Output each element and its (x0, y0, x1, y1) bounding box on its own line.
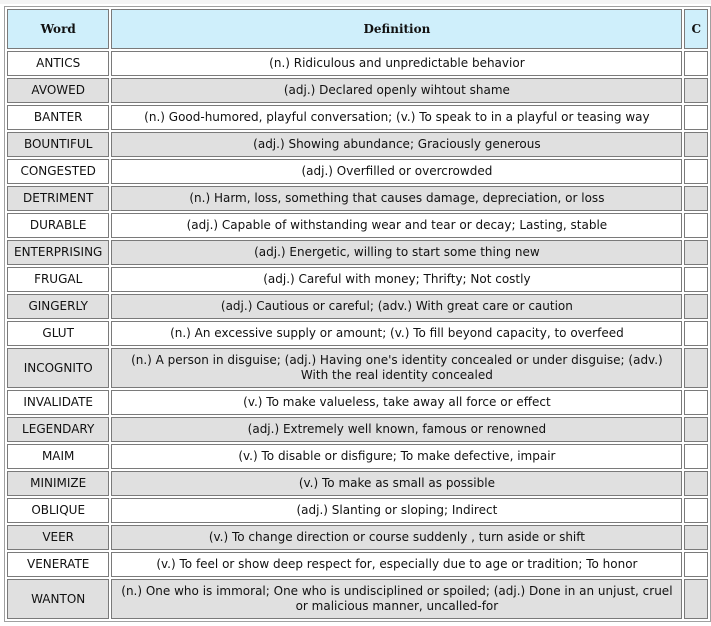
third-column-cell (684, 390, 708, 415)
definition-cell: (adj.) Capable of withstanding wear and tear or decay; Lasting, stable (111, 213, 682, 238)
third-column-cell (684, 213, 708, 238)
third-column-cell (684, 525, 708, 550)
word-cell: INVALIDATE (7, 390, 109, 415)
table-body (7, 51, 708, 619)
table-row (7, 525, 708, 550)
definition-cell: (n.) Harm, loss, something that causes damage, depreciation, or loss (111, 186, 682, 211)
word-cell: GINGERLY (7, 294, 109, 319)
page-top-edge (0, 0, 711, 4)
third-column-cell (684, 159, 708, 184)
table-row (7, 498, 708, 523)
definition-cell: (v.) To disable or disfigure; To make defective, impair (111, 444, 682, 469)
third-column-cell (684, 498, 708, 523)
third-column-cell (684, 105, 708, 130)
definition-cell: (v.) To feel or show deep respect for, especially due to age or tradition; To honor (111, 552, 682, 577)
definition-cell: (adj.) Slanting or sloping; Indirect (111, 498, 682, 523)
table-row (7, 417, 708, 442)
table-row (7, 213, 708, 238)
table-row (7, 132, 708, 157)
third-column-cell (684, 294, 708, 319)
definition-cell: (n.) An excessive supply or amount; (v.) To fill beyond capacity, to overfeed (111, 321, 682, 346)
word-cell: FRUGAL (7, 267, 109, 292)
word-cell: VEER (7, 525, 109, 550)
word-cell: INCOGNITO (7, 348, 109, 388)
vocabulary-table-container (4, 6, 711, 622)
table-row (7, 552, 708, 577)
table-row (7, 105, 708, 130)
word-cell: OBLIQUE (7, 498, 109, 523)
third-column-cell (684, 321, 708, 346)
definition-cell: (v.) To change direction or course suddenly , turn aside or shift (111, 525, 682, 550)
third-column-cell (684, 78, 708, 103)
word-cell: ANTICS (7, 51, 109, 76)
definition-cell: (v.) To make as small as possible (111, 471, 682, 496)
word-cell: BOUNTIFUL (7, 132, 109, 157)
definition-cell: (adj.) Cautious or careful; (adv.) With great care or caution (111, 294, 682, 319)
table-row (7, 348, 708, 388)
word-cell: VENERATE (7, 552, 109, 577)
definition-cell: (adj.) Overfilled or overcrowded (111, 159, 682, 184)
word-cell: WANTON (7, 579, 109, 619)
word-cell: LEGENDARY (7, 417, 109, 442)
table-row (7, 51, 708, 76)
word-column-header: Word (7, 9, 109, 49)
table-row (7, 240, 708, 265)
table-row (7, 294, 708, 319)
header-row (7, 9, 708, 49)
third-column-header: C (684, 9, 708, 49)
word-cell: DURABLE (7, 213, 109, 238)
word-cell: MINIMIZE (7, 471, 109, 496)
table-row (7, 321, 708, 346)
word-cell: MAIM (7, 444, 109, 469)
definition-cell: (adj.) Extremely well known, famous or renowned (111, 417, 682, 442)
definition-cell: (n.) Good-humored, playful conversation; (v.) To speak to in a playful or teasing way (111, 105, 682, 130)
table-row (7, 159, 708, 184)
third-column-cell (684, 132, 708, 157)
third-column-cell (684, 267, 708, 292)
definition-cell: (adj.) Showing abundance; Graciously generous (111, 132, 682, 157)
table-row (7, 579, 708, 619)
third-column-cell (684, 51, 708, 76)
definition-cell: (adj.) Energetic, willing to start some thing new (111, 240, 682, 265)
table-row (7, 186, 708, 211)
definition-cell: (n.) Ridiculous and unpredictable behavior (111, 51, 682, 76)
third-column-cell (684, 417, 708, 442)
third-column-cell (684, 444, 708, 469)
table-row (7, 78, 708, 103)
definition-cell: (n.) A person in disguise; (adj.) Having one's identity concealed or under disguise; (adv.) With the real identity concealed (111, 348, 682, 388)
word-cell: BANTER (7, 105, 109, 130)
table-row (7, 267, 708, 292)
word-cell: DETRIMENT (7, 186, 109, 211)
word-cell: ENTERPRISING (7, 240, 109, 265)
word-cell: AVOWED (7, 78, 109, 103)
table-row (7, 390, 708, 415)
third-column-cell (684, 348, 708, 388)
third-column-cell (684, 552, 708, 577)
table-row (7, 444, 708, 469)
vocabulary-table (4, 6, 711, 622)
third-column-cell (684, 471, 708, 496)
definition-cell: (adj.) Careful with money; Thrifty; Not costly (111, 267, 682, 292)
third-column-cell (684, 579, 708, 619)
definition-column-header: Definition (111, 9, 682, 49)
definition-cell: (adj.) Declared openly wihtout shame (111, 78, 682, 103)
word-cell: CONGESTED (7, 159, 109, 184)
word-cell: GLUT (7, 321, 109, 346)
third-column-cell (684, 186, 708, 211)
definition-cell: (v.) To make valueless, take away all force or effect (111, 390, 682, 415)
definition-cell: (n.) One who is immoral; One who is undisciplined or spoiled; (adj.) Done in an unjust, cruel or malicious manner, uncalled-for (111, 579, 682, 619)
table-row (7, 471, 708, 496)
third-column-cell (684, 240, 708, 265)
